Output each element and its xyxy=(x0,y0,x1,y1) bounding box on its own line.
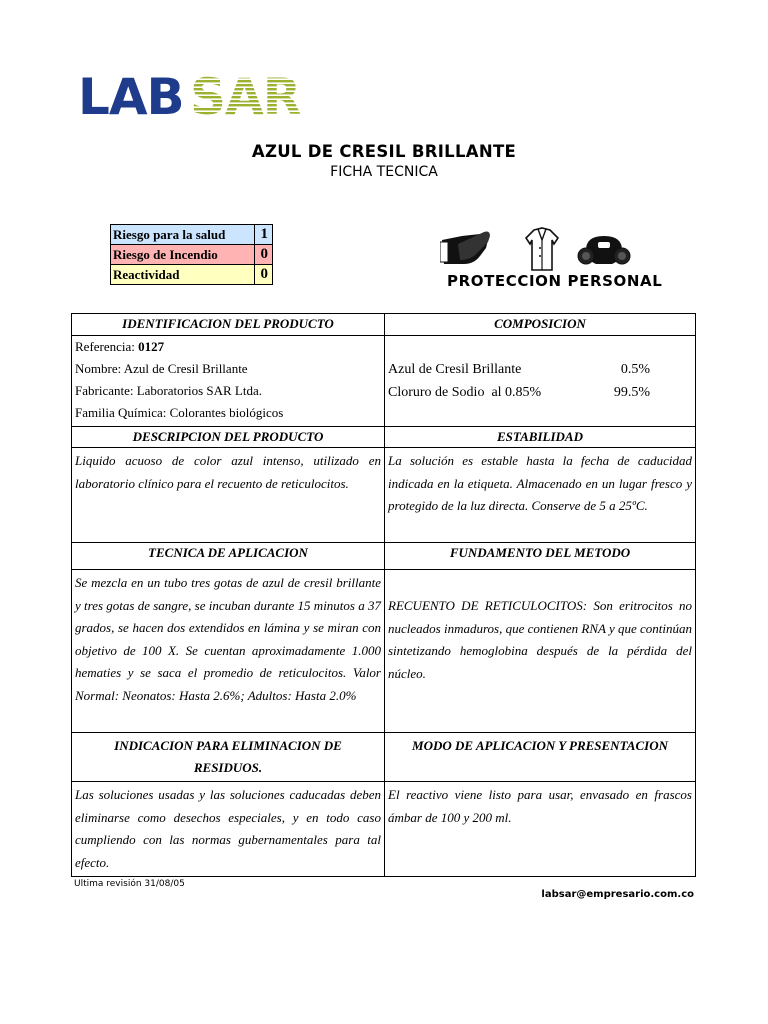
composition-name: Cloruro de Sodio al 0.85% xyxy=(388,385,542,400)
risk-row-reactivity xyxy=(111,265,273,285)
document-subtitle: FICHA TECNICA xyxy=(330,164,438,180)
ppe-icons xyxy=(440,226,640,272)
logo-lab-text: LAB xyxy=(78,68,184,120)
respirator-mask-icon xyxy=(578,236,630,264)
section-header-row xyxy=(72,543,696,570)
reference-label: Referencia: xyxy=(75,339,139,354)
composition-name: Azul de Cresil Brillante xyxy=(388,362,522,377)
risk-label: Reactividad xyxy=(111,265,255,285)
logo-sar-text: SAR xyxy=(190,68,301,120)
stability-header: ESTABILIDAD xyxy=(385,427,696,448)
section-header-row xyxy=(72,733,696,782)
technique-row xyxy=(72,570,696,733)
composition-value: 0.5% xyxy=(620,362,650,377)
gloves-icon xyxy=(440,232,490,265)
risk-value: 1 xyxy=(255,225,273,245)
technique-header: TECNICA DE APLICACION xyxy=(72,543,385,570)
chemical-family: Familia Química: Colorantes biológicos xyxy=(75,405,284,420)
disposal-header: INDICACION PARA ELIMINACION DE RESIDUOS. xyxy=(72,733,385,782)
foundation-header: FUNDAMENTO DEL METODO xyxy=(385,543,696,570)
section-header-row xyxy=(72,314,696,336)
disposal-row xyxy=(72,782,696,877)
foundation-text: RECUENTO DE RETICULOCITOS: Son eritrocitos no nucleados inmaduros, que contienen RNA y que continúan sintetizando hemoglobina después de la pérdida del núcleo. xyxy=(385,570,696,733)
description-text: Liquido acuoso de color azul intenso, utilizado en laboratorio clínico para el recuento de reticulocitos. xyxy=(72,448,385,543)
section-header-row xyxy=(72,427,696,448)
data-sheet-table xyxy=(71,313,696,877)
contact-email[interactable]: labsar@empresario.com.co xyxy=(541,889,694,900)
stability-text: La solución es estable hasta la fecha de caducidad indicada en la etiqueta. Almacenado en un lugar fresco y protegido de la luz directa. Conserve de 5 a 25ºC. xyxy=(385,448,696,543)
identification-row xyxy=(72,336,696,427)
technique-text: Se mezcla en un tubo tres gotas de azul de cresil brillante y tres gotas de sangre, se incuban durante 15 minutos a 37 grados, se hacen dos extendidos en lámina y se miran con objetivo de 100 X. Se cuentan aproximadamente 1.000 hematies y se saca el promedio de reticulocitos. Valor Normal: Neonatos: Hasta 2.6%; Adultos: Hasta 2.0% xyxy=(72,570,385,733)
risk-table xyxy=(110,224,273,285)
labsar-logo xyxy=(78,68,310,120)
description-row xyxy=(72,448,696,543)
lab-coat-icon xyxy=(526,228,558,270)
risk-label: Riesgo de Incendio xyxy=(111,245,255,265)
presentation-header: MODO DE APLICACION Y PRESENTACION xyxy=(385,733,696,782)
document-title: AZUL DE CRESIL BRILLANTE xyxy=(251,142,517,161)
disposal-text: Las soluciones usadas y las soluciones caducadas deben eliminarse como desechos especiales, y en todo caso cumpliendo con las normas gubernamentales para tal efecto. xyxy=(72,782,385,877)
reference-value: 0127 xyxy=(138,339,165,354)
risk-value: 0 xyxy=(255,245,273,265)
risk-row-fire xyxy=(111,245,273,265)
composition-item xyxy=(388,358,650,381)
composition-cell xyxy=(385,336,696,427)
risk-label: Riesgo para la salud xyxy=(111,225,255,245)
composition-value: 99.5% xyxy=(613,385,650,400)
presentation-text: El reactivo viene listo para usar, envasado en frascos ámbar de 100 y 200 ml. xyxy=(385,782,696,877)
revision-date: Ultima revisión 31/08/05 xyxy=(74,879,185,889)
description-header: DESCRIPCION DEL PRODUCTO xyxy=(72,427,385,448)
identification-header: IDENTIFICACION DEL PRODUCTO xyxy=(72,314,385,336)
reference-line xyxy=(75,336,381,358)
identification-cell xyxy=(72,336,385,427)
composition-item xyxy=(388,381,650,404)
manufacturer: Fabricante: Laboratorios SAR Ltda. xyxy=(75,383,263,398)
risk-value: 0 xyxy=(255,265,273,285)
composition-header: COMPOSICION xyxy=(385,314,696,336)
protection-label: PROTECCION PERSONAL xyxy=(447,272,663,290)
risk-row-health xyxy=(111,225,273,245)
product-name: Nombre: Azul de Cresil Brillante xyxy=(75,361,248,376)
